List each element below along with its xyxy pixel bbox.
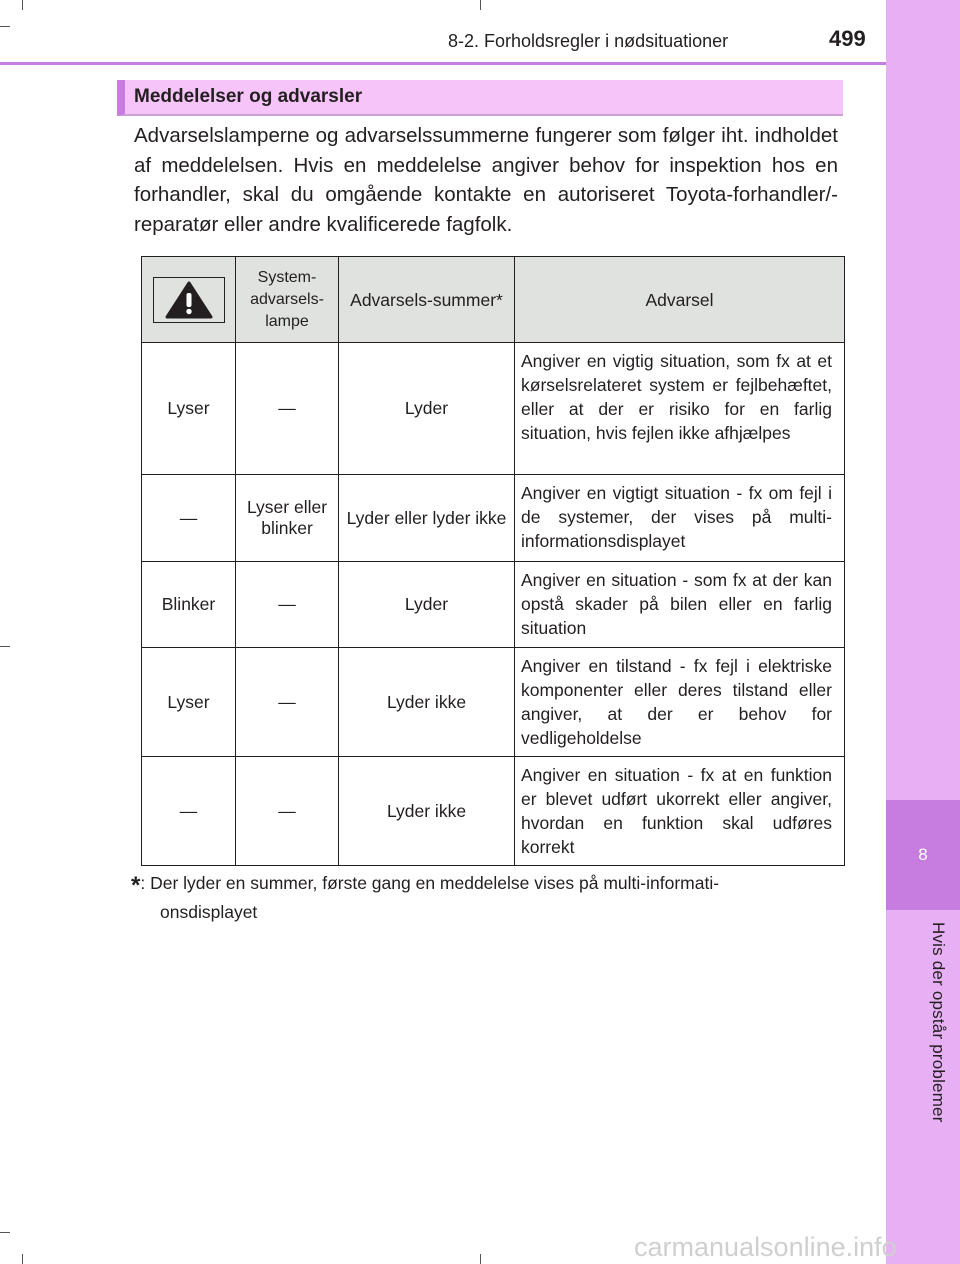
footnote-continuation: onsdisplayet — [160, 902, 258, 922]
warning-cell — [515, 475, 845, 562]
chapter-title: Hvis der opstår problemer — [929, 922, 948, 1123]
table-row — [142, 343, 845, 475]
warning-triangle-icon — [164, 280, 214, 320]
buzzer-cell: Lyder eller lyder ikke — [339, 475, 515, 562]
system-lamp-cell: — — [236, 757, 339, 866]
crop-mark — [0, 646, 10, 647]
chapter-number: 8 — [886, 800, 960, 910]
warning-text: Angiver en vigtigt situation - fx om fejl i de systemer, der vises på multi-informationsdisplayet — [521, 483, 832, 551]
system-lamp-header: System-advarsels-lampe — [236, 257, 339, 343]
buzzer-cell: Lyder — [339, 562, 515, 648]
warning-table — [141, 256, 845, 866]
chapter-side-tab — [886, 0, 960, 1264]
footnote — [131, 870, 843, 926]
warning-cell — [515, 562, 845, 648]
crop-mark — [480, 0, 481, 10]
buzzer-cell: Lyder ikke — [339, 648, 515, 757]
running-header: 8-2. Forholdsregler i nødsituationer — [448, 31, 729, 51]
master-lamp-cell: Blinker — [142, 562, 236, 648]
crop-mark — [22, 0, 23, 10]
warning-cell — [515, 757, 845, 866]
system-lamp-cell: Lyser eller blinker — [236, 475, 339, 562]
page-number: 499 — [829, 26, 866, 51]
warning-cell — [515, 343, 845, 475]
warning-text: Angiver en situation - fx at en funktion er blevet udført ukorrekt eller angiver, hvordan en funktion skal udføres korrekt — [521, 765, 832, 857]
warning-icon-frame — [153, 277, 225, 323]
buzzer-header: Advarsels-summer* — [339, 257, 515, 343]
warning-text: Angiver en vigtig situation, som fx at et kørselsrelateret system er fejlbehæftet, eller at der er risiko for en farlig situation, hvis fejlen ikke afhjælpes — [521, 351, 832, 443]
section-heading — [117, 80, 843, 116]
buzzer-cell: Lyder — [339, 343, 515, 475]
section-heading-text: Meddelelser og advarsler — [134, 86, 363, 107]
system-lamp-cell: — — [236, 343, 339, 475]
footnote-marker: * — [131, 872, 141, 899]
warning-header: Advarsel — [515, 257, 845, 343]
system-lamp-cell: — — [236, 648, 339, 757]
master-lamp-cell: — — [142, 475, 236, 562]
crop-mark — [480, 1254, 481, 1264]
crop-mark — [0, 26, 10, 27]
table-row — [142, 475, 845, 562]
table-row — [142, 757, 845, 866]
crop-mark — [22, 1254, 23, 1264]
master-lamp-cell: Lyser — [142, 343, 236, 475]
table-row — [142, 648, 845, 757]
footnote-text: : Der lyder en summer, første gang en meddelelse vises på multi-informati- — [140, 873, 720, 893]
warning-cell — [515, 648, 845, 757]
master-lamp-cell: Lyser — [142, 648, 236, 757]
warning-text: Angiver en situation - som fx at der kan opstå skader på bilen eller en farlig situation — [521, 570, 832, 638]
header-rule — [0, 62, 886, 65]
footnote-line — [131, 870, 843, 899]
intro-paragraph: Advarselslamperne og advarselssummerne fungerer som følger iht. indholdet af meddelelsen. Hvis en meddelelse angiver behov for inspektion hos en forhandler, skal du omgående kontakte en autoriseret Toyota-forhandler/-reparatør eller andre kvalificerede fagfolk. — [134, 124, 838, 236]
master-lamp-cell: — — [142, 757, 236, 866]
crop-mark — [0, 1232, 10, 1233]
table-header-row — [142, 257, 845, 343]
system-lamp-cell: — — [236, 562, 339, 648]
buzzer-cell: Lyder ikke — [339, 757, 515, 866]
table-row — [142, 562, 845, 648]
watermark: carmanualsonline.info — [634, 1232, 897, 1262]
master-warning-header — [142, 257, 236, 343]
warning-text: Angiver en tilstand - fx fejl i elektriske komponenter eller deres tilstand eller angiver, at der er behov for vedligeholdelse — [521, 656, 832, 748]
